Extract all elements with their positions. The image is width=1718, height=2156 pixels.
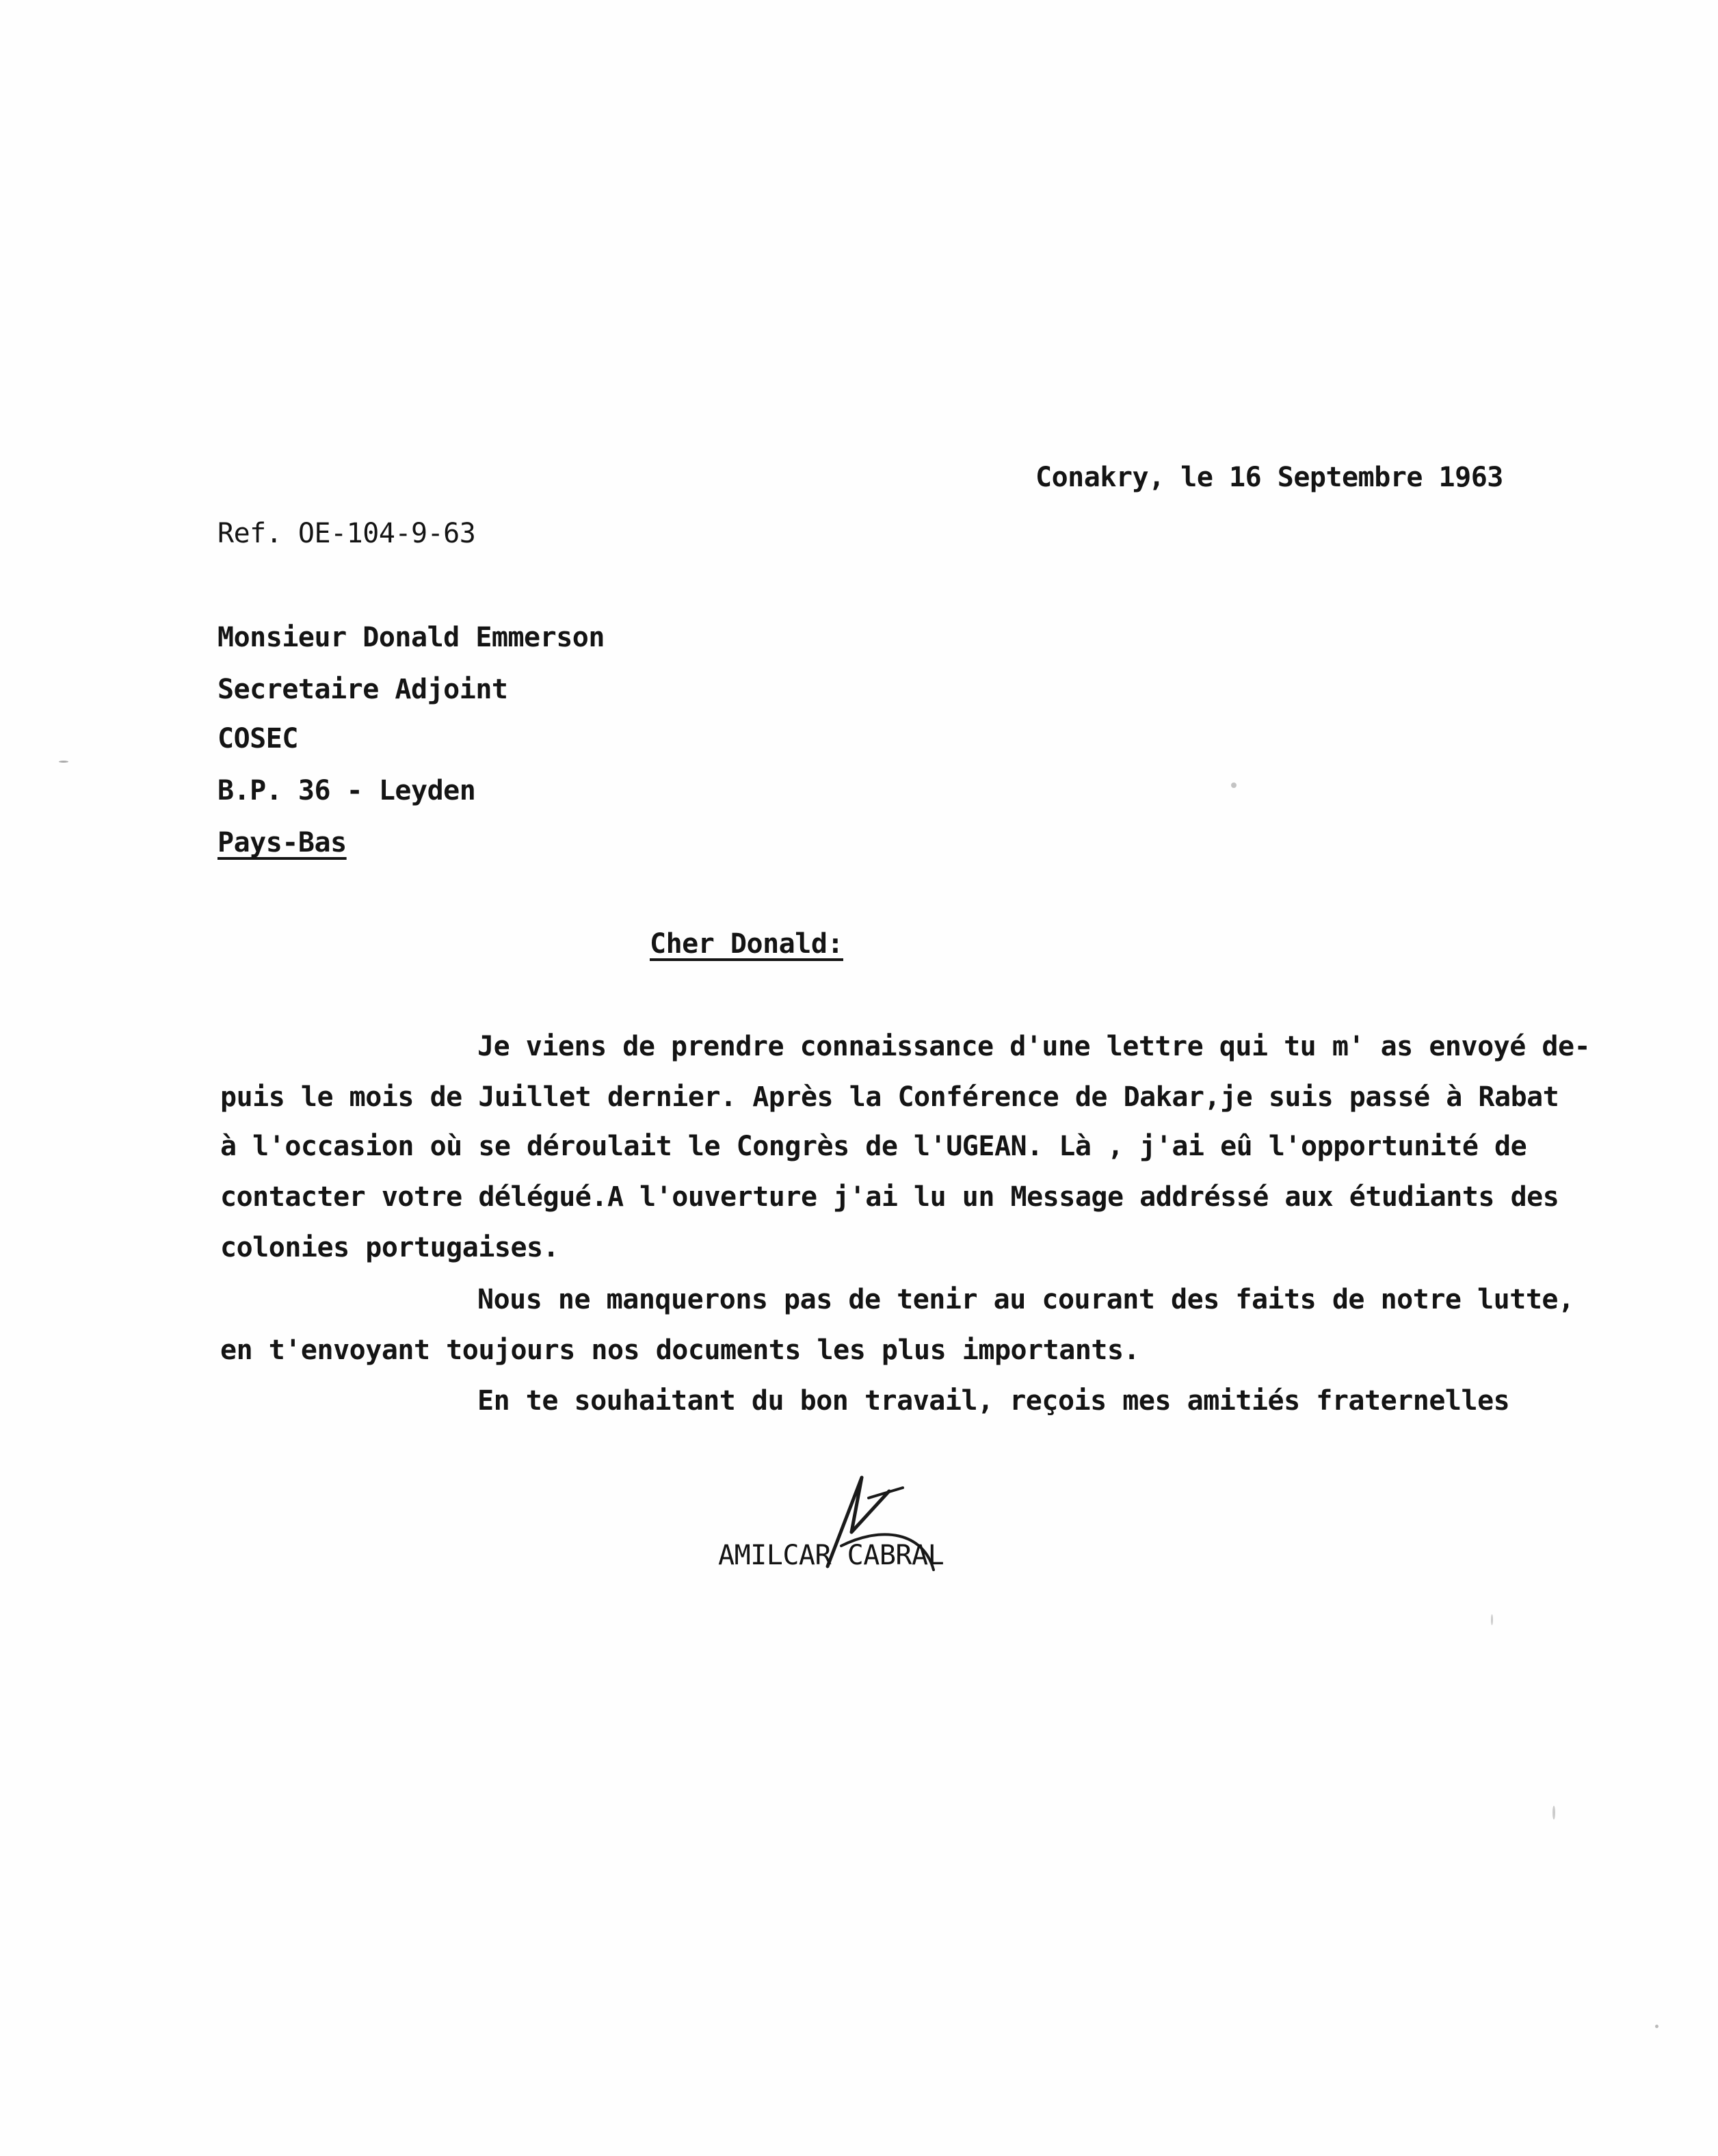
recipient-address: B.P. 36 - Leyden: [217, 775, 476, 806]
body-line: en t'envoyant toujours nos documents les plus importants.: [220, 1335, 1140, 1366]
body-line: à l'occasion où se déroulait le Congrès de l'UGEAN. Là , j'ai eû l'opportunité de: [220, 1131, 1527, 1162]
body-line: En te souhaitant du bon travail, reçois mes amitiés fraternelles: [477, 1385, 1510, 1417]
scan-speck: [1491, 1614, 1493, 1625]
scan-speck: [1655, 2025, 1658, 2028]
body-line: contacter votre délégué.A l'ouverture j'ai lu un Message addréssé aux étudiants des: [220, 1181, 1559, 1213]
signer-name: AMILCAR CABRAL: [718, 1540, 944, 1571]
body-line: colonies portugaises.: [220, 1232, 559, 1263]
recipient-name: Monsieur Donald Emmerson: [217, 622, 605, 653]
letter-reference: Ref. OE-104-9-63: [217, 518, 476, 549]
body-line: Nous ne manquerons pas de tenir au courant des faits de notre lutte,: [477, 1284, 1574, 1315]
body-line: Je viens de prendre connaissance d'une lettre qui tu m' as envoyé de-: [477, 1031, 1591, 1062]
letter-date: Conakry, le 16 Septembre 1963: [1035, 462, 1503, 493]
recipient-country: Pays-Bas: [217, 827, 347, 858]
scan-speck: [1552, 1806, 1555, 1819]
scan-speck: [59, 761, 68, 763]
recipient-title: Secretaire Adjoint: [217, 674, 508, 705]
salutation: Cher Donald:: [650, 928, 843, 960]
body-line: puis le mois de Juillet dernier. Après la Conférence de Dakar,je suis passé à Rabat: [220, 1081, 1559, 1113]
scan-speck: [1231, 783, 1237, 788]
recipient-organization: COSEC: [217, 723, 298, 754]
